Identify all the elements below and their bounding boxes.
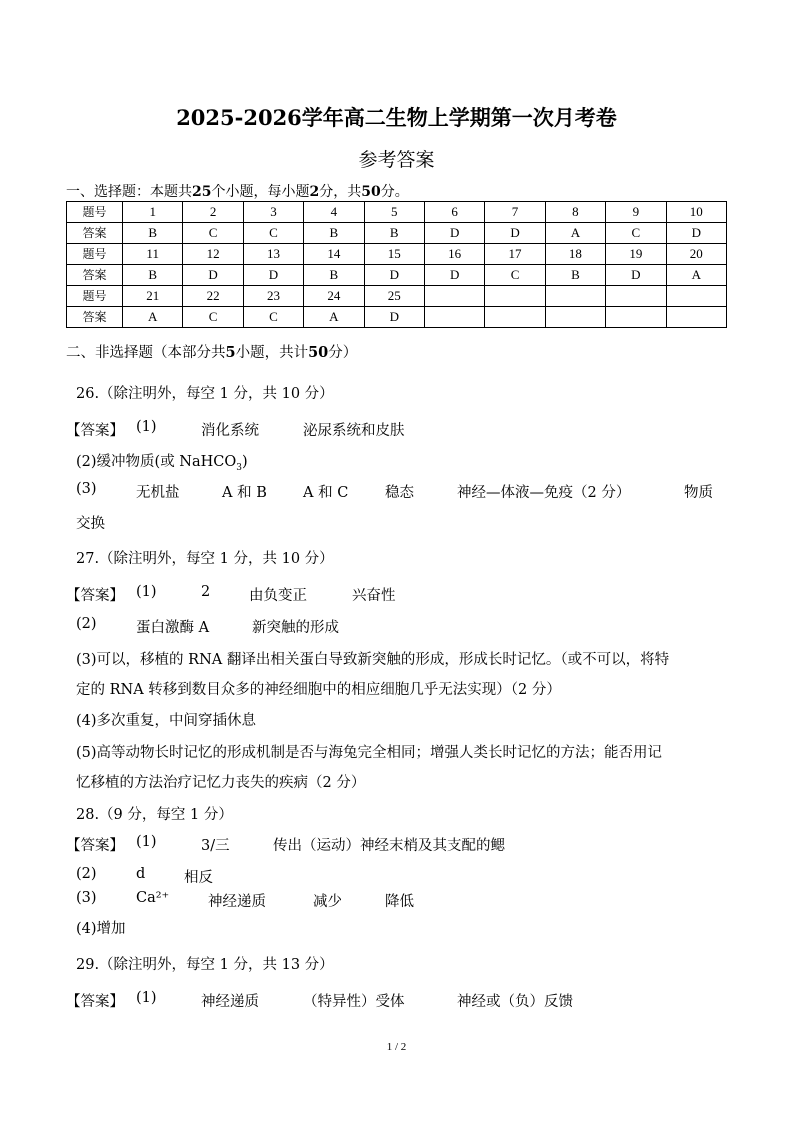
q26-l3-2: A 和 B bbox=[222, 485, 267, 501]
answer-cell: B bbox=[123, 265, 183, 286]
answer-cell: C bbox=[183, 223, 243, 244]
table-row-answer bbox=[67, 223, 727, 244]
q27-answer-tag: 【答案】 bbox=[66, 588, 124, 604]
q27-l1-2: 由负变正 bbox=[249, 588, 307, 604]
answer-cell: D bbox=[485, 223, 545, 244]
q28-l3-4: 降低 bbox=[385, 894, 414, 910]
q26-l3-6: 物质 bbox=[684, 485, 713, 501]
question-number-cell: 6 bbox=[424, 202, 484, 223]
question-number-cell: 23 bbox=[243, 286, 303, 307]
answer-cell: B bbox=[545, 265, 605, 286]
q28-l4: (4)增加 bbox=[76, 921, 126, 937]
q28-l2-0: (2) bbox=[76, 866, 97, 882]
question-number-cell: 9 bbox=[606, 202, 666, 223]
question-number-cell: 12 bbox=[183, 244, 243, 265]
table-row-question bbox=[67, 244, 727, 265]
answer-cell: D bbox=[424, 223, 484, 244]
q28-l2-1: d bbox=[136, 866, 146, 882]
question-number-cell bbox=[485, 286, 545, 307]
q27-l1-0: (1) bbox=[136, 584, 157, 600]
question-number-cell: 24 bbox=[304, 286, 364, 307]
q26-l3-0: (3) bbox=[76, 481, 97, 497]
answer-cell: C bbox=[183, 307, 243, 328]
question-number-cell: 10 bbox=[666, 202, 726, 223]
q26-l4: 交换 bbox=[76, 516, 105, 532]
q27-l3: (3)可以，移植的 RNA 翻译出相关蛋白导致新突触的形成，形成长时记忆。（或不可以，将特 bbox=[76, 652, 670, 668]
question-number-cell: 17 bbox=[485, 244, 545, 265]
page-title: 2025-2026学年高二生物上学期第一次月考卷 bbox=[176, 105, 617, 130]
answer-cell: D bbox=[364, 265, 424, 286]
q27-l7: 忆移植的方法治疗记忆力丧失的疾病（2 分） bbox=[76, 775, 366, 791]
q26-header: 26.（除注明外，每空 1 分，共 10 分） bbox=[76, 386, 334, 402]
answer-cell: B bbox=[364, 223, 424, 244]
q26-l3-3: A 和 C bbox=[303, 485, 349, 501]
q28-header: 28.（9 分，每空 1 分） bbox=[76, 807, 233, 823]
answer-cell bbox=[424, 307, 484, 328]
answer-cell: D bbox=[243, 265, 303, 286]
q28-l1-1: 3/三 bbox=[201, 838, 230, 854]
answer-cell bbox=[545, 307, 605, 328]
q28-l3-2: 神经递质 bbox=[208, 894, 266, 910]
question-number-cell: 15 bbox=[364, 244, 424, 265]
q26-answer-tag: 【答案】 bbox=[66, 423, 124, 439]
q29-l1-0: (1) bbox=[136, 990, 157, 1006]
answer-cell: C bbox=[485, 265, 545, 286]
q27-l2-0: (2) bbox=[76, 616, 97, 632]
answer-cell bbox=[666, 307, 726, 328]
question-number-cell bbox=[545, 286, 605, 307]
q26-l3-4: 稳态 bbox=[385, 485, 414, 501]
row-label: 答案 bbox=[67, 223, 123, 244]
page-subtitle: 参考答案 bbox=[358, 149, 435, 171]
answer-cell: B bbox=[123, 223, 183, 244]
row-label: 答案 bbox=[67, 307, 123, 328]
question-number-cell bbox=[424, 286, 484, 307]
answer-cell: A bbox=[545, 223, 605, 244]
question-number-cell: 16 bbox=[424, 244, 484, 265]
q29-l1-2: （特异性）受体 bbox=[303, 994, 405, 1010]
q28-answer-tag: 【答案】 bbox=[66, 838, 124, 854]
question-number-cell: 14 bbox=[304, 244, 364, 265]
q28-l3-3: 减少 bbox=[313, 894, 342, 910]
question-number-cell: 19 bbox=[606, 244, 666, 265]
answer-cell bbox=[485, 307, 545, 328]
q29-l1-1: 神经递质 bbox=[201, 994, 259, 1010]
row-label: 答案 bbox=[67, 265, 123, 286]
q28-l1-2: 传出（运动）神经末梢及其支配的鳃 bbox=[273, 838, 505, 854]
question-number-cell: 21 bbox=[123, 286, 183, 307]
q28-l3-1: Ca²⁺ bbox=[136, 890, 170, 906]
table-row-question bbox=[67, 286, 727, 307]
q26-l2: (2)缓冲物质(或 NaHCO$_3$) bbox=[76, 454, 248, 473]
answer-cell: A bbox=[123, 307, 183, 328]
q28-l2-2: 相反 bbox=[184, 870, 213, 886]
q26-l3-1: 无机盐 bbox=[136, 485, 180, 501]
q26-l1-2: 泌尿系统和皮肤 bbox=[303, 423, 405, 439]
answer-cell: C bbox=[243, 223, 303, 244]
q26-l1-0: (1) bbox=[136, 419, 157, 435]
q27-l6: (5)高等动物长时记忆的形成机制是否与海兔完全相同；增强人类长时记忆的方法；能否用记 bbox=[76, 745, 663, 761]
q27-l1-1: 2 bbox=[201, 584, 211, 600]
question-number-cell: 18 bbox=[545, 244, 605, 265]
question-number-cell: 7 bbox=[485, 202, 545, 223]
q27-header: 27.（除注明外，每空 1 分，共 10 分） bbox=[76, 551, 334, 567]
answer-cell: B bbox=[304, 265, 364, 286]
q29-header: 29.（除注明外，每空 1 分，共 13 分） bbox=[76, 957, 334, 973]
row-label: 题号 bbox=[67, 202, 123, 223]
row-label: 题号 bbox=[67, 244, 123, 265]
section2-heading: 二、非选择题（本部分共5小题，共计50分） bbox=[66, 344, 358, 361]
question-number-cell: 20 bbox=[666, 244, 726, 265]
answer-cell: C bbox=[606, 223, 666, 244]
q27-l5: (4)多次重复，中间穿插休息 bbox=[76, 713, 257, 729]
q29-l1-3: 神经或（负）反馈 bbox=[457, 994, 573, 1010]
answer-cell: B bbox=[304, 223, 364, 244]
question-number-cell bbox=[606, 286, 666, 307]
table-row-answer bbox=[67, 307, 727, 328]
question-number-cell: 5 bbox=[364, 202, 424, 223]
q26-l3-5: 神经—体液—免疫（2 分） bbox=[457, 485, 631, 501]
q27-l2-1: 蛋白激酶 A bbox=[136, 620, 210, 636]
answer-cell: D bbox=[606, 265, 666, 286]
question-number-cell: 8 bbox=[545, 202, 605, 223]
q28-l3-0: (3) bbox=[76, 890, 97, 906]
q27-l1-3: 兴奋性 bbox=[352, 588, 396, 604]
answer-cell: C bbox=[243, 307, 303, 328]
page-number: 1 / 2 bbox=[386, 1041, 407, 1053]
q28-l1-0: (1) bbox=[136, 834, 157, 850]
question-number-cell: 3 bbox=[243, 202, 303, 223]
row-label: 题号 bbox=[67, 286, 123, 307]
answer-cell: D bbox=[424, 265, 484, 286]
question-number-cell: 1 bbox=[123, 202, 183, 223]
table-row-answer bbox=[67, 265, 727, 286]
q27-l4: 定的 RNA 转移到数目众多的神经细胞中的相应细胞几乎无法实现）（2 分） bbox=[76, 682, 561, 698]
question-number-cell: 25 bbox=[364, 286, 424, 307]
question-number-cell: 4 bbox=[304, 202, 364, 223]
q27-l2-2: 新突触的形成 bbox=[252, 620, 339, 636]
answer-cell: D bbox=[183, 265, 243, 286]
question-number-cell bbox=[666, 286, 726, 307]
question-number-cell: 22 bbox=[183, 286, 243, 307]
section1-heading: 一、选择题：本题共25个小题，每小题2分，共50分。 bbox=[66, 184, 409, 200]
question-number-cell: 13 bbox=[243, 244, 303, 265]
answer-cell: D bbox=[666, 223, 726, 244]
answer-table bbox=[66, 201, 727, 328]
answer-cell bbox=[606, 307, 666, 328]
q26-l1-1: 消化系统 bbox=[201, 423, 259, 439]
answer-cell: D bbox=[364, 307, 424, 328]
table-row-question bbox=[67, 202, 727, 223]
answer-cell: A bbox=[666, 265, 726, 286]
question-number-cell: 2 bbox=[183, 202, 243, 223]
q29-answer-tag: 【答案】 bbox=[66, 994, 124, 1010]
answer-cell: A bbox=[304, 307, 364, 328]
question-number-cell: 11 bbox=[123, 244, 183, 265]
